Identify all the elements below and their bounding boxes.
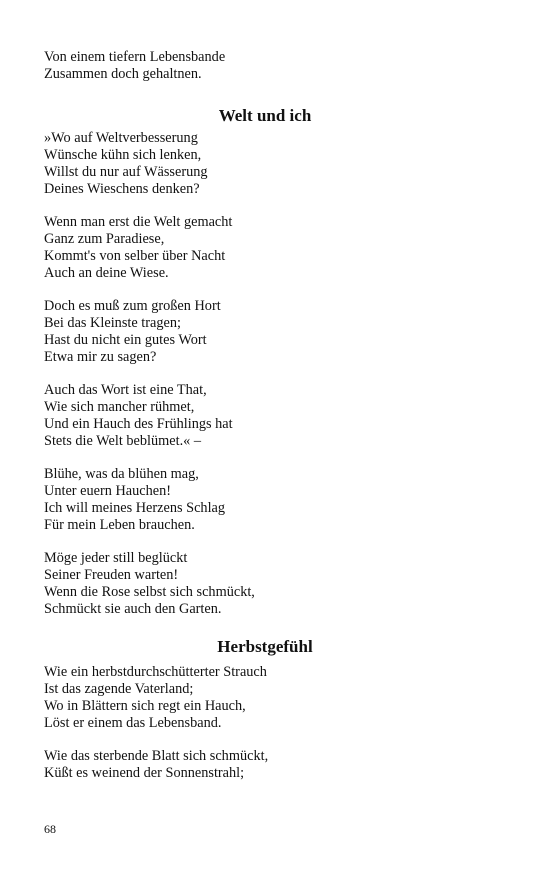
verse-line: Hast du nicht ein gutes Wort [44,332,207,348]
fragment-stanza [44,49,504,83]
poem-title: Welt und ich [218,106,312,125]
page-body [44,49,504,798]
verse-line: Kommt's von selber über Nacht [44,248,226,264]
verse-line: Ganz zum Paradiese, [44,231,165,247]
stanza [44,550,504,618]
verse-line: »Wo auf Weltverbesserung [44,130,198,146]
verse-line: Etwa mir zu sagen? [44,349,157,365]
verse-line: Auch das Wort ist eine That, [44,382,207,398]
verse-line: Unter euern Hauchen! [44,483,172,499]
verse-line: Bei das Kleinste tragen; [44,315,181,331]
stanza [44,130,504,198]
verse-line: Und ein Hauch des Frühlings hat [44,416,233,432]
verse-line: Wie das sterbende Blatt sich schmückt, [44,748,269,764]
verse-line: Blühe, was da blühen mag, [44,466,199,482]
stanza [44,664,504,732]
stanza [44,214,504,282]
verse-line: Willst du nur auf Wässerung [44,164,208,180]
verse-line: Stets die Welt beblümet.« – [44,433,202,449]
verse-line: Zusammen doch gehaltnen. [44,66,202,82]
verse-line: Wenn man erst die Welt gemacht [44,214,233,230]
verse-line: Wie sich mancher rühmet, [44,399,195,415]
verse-line: Wo in Blättern sich regt ein Hauch, [44,698,246,714]
verse-line: Möge jeder still beglückt [44,550,188,566]
verse-line: Ist das zagende Vaterland; [44,681,194,697]
verse-line: Schmückt sie auch den Garten. [44,601,222,617]
verse-line: Wie ein herbstdurchschütterter Strauch [44,664,267,680]
verse-line: Seiner Freuden warten! [44,567,179,583]
verse-line: Deines Wieschens denken? [44,181,200,197]
verse-line: Von einem tiefern Lebensbande [44,49,226,65]
stanza [44,466,504,534]
verse-line: Ich will meines Herzens Schlag [44,500,226,516]
poem-welt-und-ich [44,130,504,618]
poem-title: Herbstgefühl [217,637,313,656]
verse-line: Für mein Leben brauchen. [44,517,195,533]
verse-line: Wenn die Rose selbst sich schmückt, [44,584,255,600]
verse-line: Küßt es weinend der Sonnenstrahl; [44,765,245,781]
stanza [44,298,504,366]
verse-line: Wünsche kühn sich lenken, [44,147,202,163]
poem-herbstgefuehl [44,664,504,782]
verse-line: Löst er einem das Lebensband. [44,715,222,731]
verse-line: Doch es muß zum großen Hort [44,298,221,314]
stanza [44,748,504,782]
stanza [44,382,504,450]
page-number: 68 [44,822,56,836]
verse-line: Auch an deine Wiese. [44,265,169,281]
